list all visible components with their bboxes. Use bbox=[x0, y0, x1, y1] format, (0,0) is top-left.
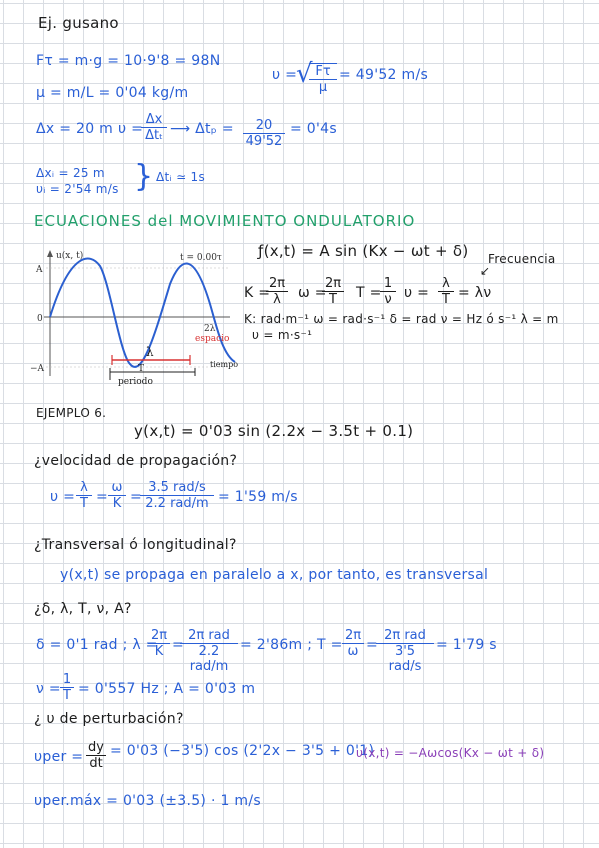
a3-T-result: = 1'79 s bbox=[436, 637, 497, 653]
a1-equals-2: = bbox=[130, 489, 143, 505]
dt-den: 49'52 bbox=[245, 134, 283, 149]
a3-lambda-result: = 2'86m ; T = bbox=[240, 637, 343, 653]
question-transversal: ¿Transversal ó longitudinal? bbox=[34, 537, 237, 553]
dx-value: Δx = 20 m bbox=[36, 121, 114, 137]
a3-nu-fraction bbox=[60, 672, 74, 703]
time-word-label: tiempo bbox=[210, 360, 239, 369]
a4-mid: = 0'03 (−3'5) cos (2'2x − 3'5 + 0'1) bbox=[110, 743, 375, 759]
a3-t-den: ω bbox=[347, 644, 359, 659]
a1-fraction-3 bbox=[140, 480, 214, 511]
a3-l-den: K bbox=[154, 644, 164, 659]
v-left: υ = bbox=[404, 285, 430, 301]
a3-equals-2: = bbox=[366, 637, 379, 653]
dt-fraction bbox=[243, 118, 285, 149]
period-label: periodo bbox=[118, 377, 153, 387]
speed-result: = 49'52 m/s bbox=[339, 67, 429, 83]
a3-lambda2-fraction bbox=[180, 628, 238, 674]
a1-result: = 1'59 m/s bbox=[218, 489, 298, 505]
v-def-fraction bbox=[141, 112, 167, 143]
a1-f2-num: ω bbox=[108, 480, 126, 496]
a1-f1-den: T bbox=[80, 496, 88, 511]
y-zero-label: 0 bbox=[37, 314, 43, 324]
T-left: T = bbox=[356, 285, 382, 301]
w-den: T bbox=[329, 292, 337, 307]
a3-l2-num: 2π rad bbox=[180, 628, 238, 644]
a1-f3-den: 2.2 rad/m bbox=[145, 496, 209, 511]
arrow-dt: ⟶ Δtₚ = bbox=[170, 121, 234, 137]
a3-nu-den: T bbox=[63, 688, 71, 703]
a4-note: υ(x,t) = −Aωcos(Kx − ωt + δ) bbox=[356, 746, 545, 760]
k-left: K = bbox=[244, 285, 271, 301]
example6-equation: y(x,t) = 0'03 sin (2.2x − 3.5t + 0.1) bbox=[134, 422, 414, 440]
a3-t-num: 2π bbox=[342, 628, 364, 644]
a3-nu-num: 1 bbox=[60, 672, 74, 688]
dxi-value: Δxᵢ = 25 m bbox=[36, 166, 105, 180]
tension-equation: Fτ = m·g = 10·9'8 = 98N bbox=[36, 53, 221, 69]
w-fraction bbox=[322, 276, 344, 307]
v-def-num: Δx bbox=[141, 112, 167, 128]
a3-equals-1: = bbox=[172, 637, 185, 653]
dt-num: 20 bbox=[243, 118, 285, 134]
v-num: λ bbox=[438, 276, 454, 292]
a4-den: dt bbox=[89, 756, 103, 771]
v-fraction bbox=[438, 276, 454, 307]
w-num: 2π bbox=[322, 276, 344, 292]
dti-value: Δtᵢ ≃ 1s bbox=[156, 170, 206, 184]
k-num: 2π bbox=[266, 276, 288, 292]
lambda-label: λ bbox=[146, 345, 154, 359]
a3-delta: δ = 0'1 rad ; λ = bbox=[36, 637, 158, 653]
units-line-2: υ = m·s⁻¹ bbox=[252, 328, 313, 342]
space-label: espacio bbox=[195, 334, 230, 344]
a1-fraction-1 bbox=[76, 480, 92, 511]
v-def-den: Δtₜ bbox=[145, 128, 163, 143]
speed-fraction-num: Fτ bbox=[309, 64, 337, 80]
k-den: λ bbox=[273, 292, 281, 307]
a1-f3-num: 3.5 rad/s bbox=[140, 480, 214, 496]
frequency-note: Frecuencia bbox=[488, 252, 556, 266]
wave-curve bbox=[50, 259, 235, 367]
v-den: T bbox=[442, 292, 450, 307]
wave-time-label: t = 0.00τ bbox=[180, 253, 222, 263]
y-top-label: A bbox=[36, 265, 43, 275]
lambda-small-label: 2λ bbox=[204, 324, 216, 334]
question-propagation-speed: ¿velocidad de propagación? bbox=[34, 453, 238, 469]
v-right: = λν bbox=[458, 285, 492, 301]
question-perturbation: ¿ υ de perturbación? bbox=[34, 711, 184, 727]
a3-t2-den: 3'5 rad/s bbox=[388, 644, 422, 674]
speed-fraction bbox=[309, 63, 337, 95]
vi-value: υᵢ = 2'54 m/s bbox=[36, 182, 119, 196]
T-num: 1 bbox=[380, 276, 396, 292]
wave-main-equation: ƒ(x,t) = A sin (Kx − ωt + δ) bbox=[258, 242, 469, 260]
v-def-left: υ = bbox=[118, 121, 144, 137]
a1-f2-den: K bbox=[112, 496, 122, 511]
a3-t2-num: 2π rad bbox=[376, 628, 434, 644]
sqrt-symbol: √ bbox=[296, 59, 313, 89]
a4-left: υper = bbox=[34, 749, 84, 765]
T-den: ν bbox=[384, 292, 392, 307]
a4-num: dy bbox=[86, 740, 106, 756]
a1-equals: = bbox=[96, 489, 109, 505]
wave-plot bbox=[30, 244, 240, 394]
units-line-1: K: rad·m⁻¹ ω = rad·s⁻¹ δ = rad ν = Hz ó s⁻¹ λ = m bbox=[244, 312, 559, 326]
a3-T2-fraction bbox=[376, 628, 434, 674]
question-parameters: ¿δ, λ, T, ν, A? bbox=[34, 601, 132, 617]
period-T-label: T bbox=[138, 364, 145, 374]
speed-fraction-den: μ bbox=[318, 80, 328, 95]
a3-l2-den: 2.2 rad/m bbox=[189, 644, 229, 674]
k-fraction bbox=[266, 276, 288, 307]
wave-ylabel: u(x, t) bbox=[56, 251, 84, 261]
a1-left: υ = bbox=[50, 489, 76, 505]
a1-f1-num: λ bbox=[76, 480, 92, 496]
example6-title: EJEMPLO 6. bbox=[36, 406, 107, 420]
w-left: ω = bbox=[298, 285, 327, 301]
a3-nu-left: ν = bbox=[36, 681, 61, 697]
a3-nu-result: = 0'557 Hz ; A = 0'03 m bbox=[78, 681, 256, 697]
y-bottom-label: −A bbox=[30, 364, 45, 374]
a4-fraction bbox=[86, 740, 106, 771]
brace-symbol: } bbox=[134, 159, 154, 194]
a3-lambda-fraction bbox=[148, 628, 170, 659]
answer-transversal: y(x,t) se propaga en paralelo a x, por tanto, es transversal bbox=[60, 567, 489, 583]
speed-left: υ = bbox=[272, 67, 298, 83]
a3-T-fraction bbox=[342, 628, 364, 659]
a4-max: υper.máx = 0'03 (±3.5) · 1 m/s bbox=[34, 793, 261, 809]
dt-result: = 0'4s bbox=[290, 121, 337, 137]
a3-l-num: 2π bbox=[148, 628, 170, 644]
T-fraction bbox=[380, 276, 396, 307]
example-title: Ej. gusano bbox=[38, 14, 119, 32]
mu-equation: μ = m/L = 0'04 kg/m bbox=[36, 85, 189, 101]
a1-fraction-2 bbox=[108, 480, 126, 511]
section-title: ECUACIONES del MOVIMIENTO ONDULATORIO bbox=[34, 212, 416, 230]
frequency-arrow-icon: ↙ bbox=[480, 264, 491, 278]
